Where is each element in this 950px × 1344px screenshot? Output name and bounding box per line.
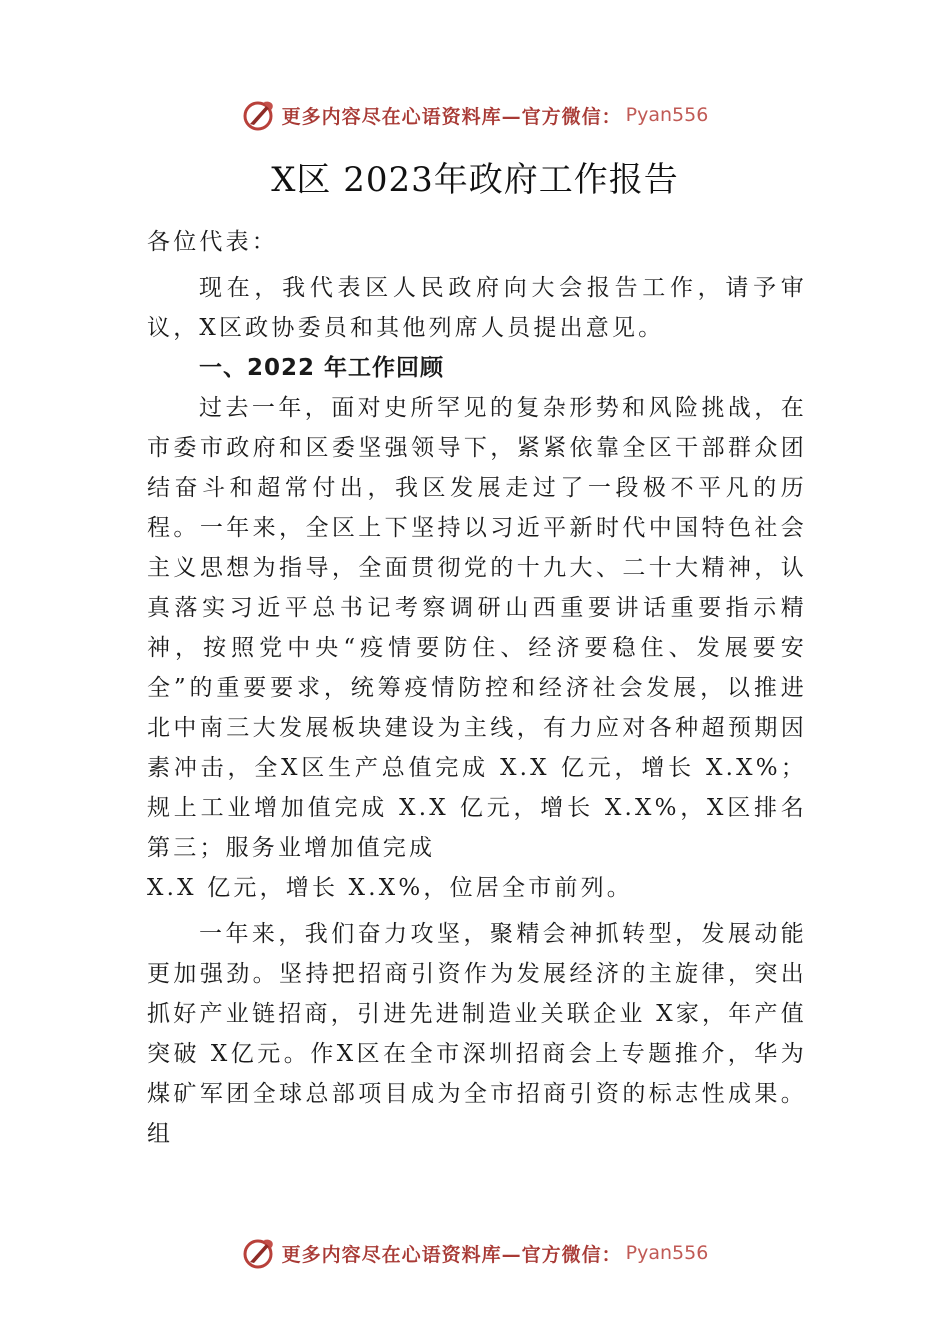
- document-body: [147, 222, 807, 1154]
- quill-logo-icon: [242, 1236, 276, 1270]
- watermark-contact: Pyan556: [625, 104, 709, 126]
- watermark-text: 更多内容尽在心语资料库—官方微信：: [281, 1243, 622, 1266]
- watermark-footer: [0, 1233, 950, 1273]
- document-title: X区 2023年政府工作报告: [271, 160, 679, 200]
- review-paragraph-tail: X.X 亿元，增长 X.X%，位居全市前列。: [147, 875, 633, 901]
- watermark-header: [0, 95, 950, 135]
- transformation-paragraph: 一年来，我们奋力攻坚，聚精会神抓转型，发展动能更加强劲。坚持把招商引资作为发展经济的主旋律，突出抓好产业链招商，引进先进制造业关联企业 X家，年产值突破 X亿元。作X区在全市深圳招商会上专题推介，华为煤矿军团全球总部项目成为全市招商引资的标志性成果。组: [147, 921, 807, 1147]
- section-heading: 一、2022 年工作回顾: [199, 355, 445, 381]
- watermark-contact: Pyan556: [625, 1242, 709, 1264]
- review-paragraph: 过去一年，面对史所罕见的复杂形势和风险挑战，在市委市政府和区委坚强领导下，紧紧依靠全区干部群众团结奋斗和超常付出，我区发展走过了一段极不平凡的历程。一年来，全区上下坚持以习近平新时代中国特色社会主义思想为指导，全面贯彻党的十九大、二十大精神，认真落实习近平总书记考察调研山西重要讲话重要指示精神，按照党中央“疫情要防住、经济要稳住、发展要安全”的重要要求，统筹疫情防控和经济社会发展，以推进北中南三大发展板块建设为主线，有力应对各种超预期因素冲击，全X区生产总值完成 X.X 亿元，增长 X.X%；规上工业增加值完成 X.X 亿元，增长 X.X%，X区排名第三；服务业增加值完成: [147, 395, 807, 861]
- salutation: 各位代表：: [147, 229, 278, 255]
- watermark-text: 更多内容尽在心语资料库—官方微信：: [281, 105, 622, 128]
- intro-paragraph: 现在，我代表区人民政府向大会报告工作，请予审议，X区政协委员和其他列席人员提出意见。: [147, 275, 807, 341]
- quill-logo-icon: [242, 98, 276, 132]
